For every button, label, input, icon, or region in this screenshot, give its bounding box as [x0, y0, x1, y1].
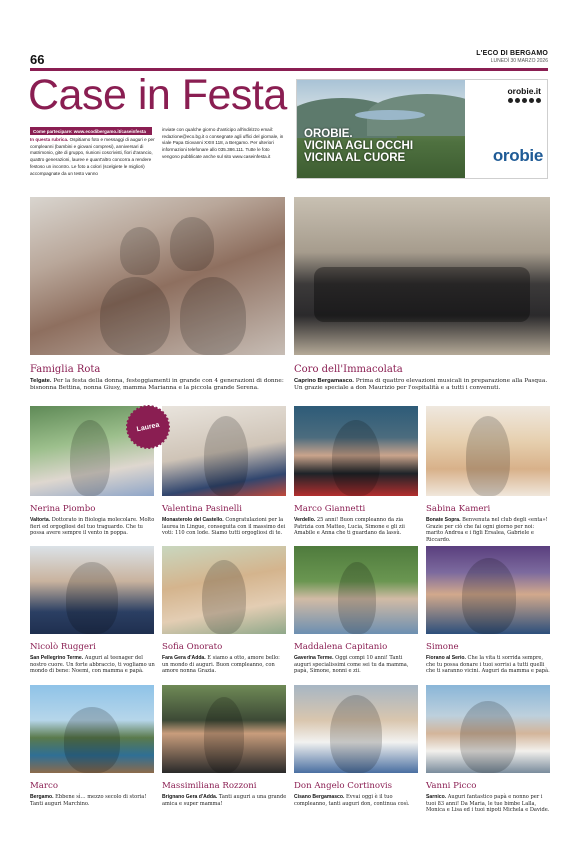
social-icon[interactable] — [529, 98, 534, 103]
person-silhouette — [460, 701, 516, 773]
intro-column-2: inviate con qualche giorno d'anticipo all'indirizzo email: redazione@eco.bg.it o consegnate agli uffici del giornale, in viale Papa Giovanni XXIII 118, a Bergamo. Per ulteriori informazioni telefonare allo 035.386.111. Tutte le foto vengono pubblicate anche sul sito www.caseinfesta.it — [162, 127, 284, 159]
ad-landscape-photo — [297, 80, 465, 179]
entry-text — [426, 655, 552, 675]
photo-angelo-cortinovis — [294, 685, 418, 773]
entry-text — [30, 378, 288, 393]
entry-name: Marco Giannetti — [294, 504, 366, 514]
photo-sofia-onorato — [162, 546, 286, 634]
section-title: Case in Festa — [28, 71, 287, 119]
entry-name: Nerina Piombo — [30, 504, 96, 514]
intro-column-1 — [30, 137, 156, 177]
person-silhouette — [66, 562, 118, 634]
entry-location: Verdello. — [294, 517, 316, 523]
ad-brand-logo: orobie — [492, 146, 543, 165]
social-icon[interactable] — [522, 98, 527, 103]
photo-sabina-kameri — [426, 406, 550, 496]
entry-text — [294, 794, 420, 807]
laurea-badge: Laurea — [125, 404, 170, 449]
choir-group — [314, 267, 530, 322]
person-silhouette — [204, 697, 244, 773]
person-silhouette — [332, 420, 380, 496]
entry-text — [30, 794, 156, 807]
person-silhouette — [204, 416, 248, 496]
entry-message: E siamo a otto, amore bello: un mondo di auguri. Buon compleanno, con amore nonna Grazia. — [162, 655, 280, 675]
entry-text — [294, 517, 420, 537]
entry-name: Sofia Onorato — [162, 642, 223, 652]
entry-message: Ebbene sì… mezzo secolo di storia! Tanti auguri Marchino. — [30, 794, 147, 807]
photo-vanni-picco — [426, 685, 550, 773]
intro-lead: In questa rubrica. — [30, 137, 69, 142]
entry-name: Coro dell'Immacolata — [294, 364, 403, 375]
ad-website[interactable]: orobie.it — [507, 86, 541, 96]
entry-name: Maddalena Capitanio — [294, 642, 388, 652]
person-silhouette — [202, 560, 246, 634]
photo-valentina-pasinelli — [162, 406, 286, 496]
entry-text — [162, 517, 288, 537]
social-icon[interactable] — [515, 98, 520, 103]
intro-text-1: Ospitiamo foto e messaggi di auguri e per compleanni (bambini e giovani compresi), anniversari di matrimonio, gite di gruppo, riunioni coscrivisti, fiori d'arancio, quattro generazioni, lauree e quant'altro concorra a rendere festoso un incontro. Le foto a colori (scelgiete le migliori) accompagnate da un testo vanno — [30, 137, 155, 176]
page-number: 66 — [30, 52, 45, 67]
entry-text — [30, 655, 156, 675]
person-silhouette — [180, 277, 246, 355]
intro-bar: Come partecipare: www.ecodibergamo.it/caseinfesta — [30, 127, 152, 135]
entry-message: Dottorato in Biologia molecolare. Molto fieri ed orgogliosi del tuo traguardo. Che tu possa avere sempre il vento in poppa. — [30, 517, 155, 537]
person-silhouette — [170, 217, 214, 271]
photo-coro-immacolata — [294, 197, 550, 355]
person-silhouette — [120, 227, 160, 275]
entry-location: Brignano Gera d'Adda. — [162, 794, 218, 800]
photo-marco — [30, 685, 154, 773]
entry-message: Auguri al teenager del nostro cuore. Un forte abbraccio, ti vogliamo un mondo di bene: Noemi, con mamma e papà. — [30, 655, 155, 675]
entry-name: Famiglia Rota — [30, 364, 101, 375]
entry-location: Monasterolo del Castello. — [162, 517, 224, 523]
entry-location: Bergamo. — [30, 794, 54, 800]
person-silhouette — [70, 420, 110, 496]
ad-slogan-line: VICINA AL CUORE — [304, 152, 406, 164]
entry-location: Gaverina Terme. — [294, 655, 334, 661]
newspaper-name: L'ECO DI BERGAMO — [476, 50, 548, 57]
entry-name: Nicolò Ruggeri — [30, 642, 96, 652]
photo-simone — [426, 546, 550, 634]
entry-text — [30, 517, 156, 537]
entry-location: Caprino Bergamasco. — [294, 378, 354, 384]
entry-location: Fara Gera d'Adda. — [162, 655, 206, 661]
ad-slogan-line: VICINA AGLI OCCHI — [304, 140, 414, 152]
ad-lake — [355, 110, 425, 120]
ad-slogan — [304, 128, 413, 164]
entry-text — [294, 655, 420, 675]
entry-name: Massimiliana Rozzoni — [162, 781, 257, 791]
person-silhouette — [338, 562, 376, 634]
entry-name: Sabina Kameri — [426, 504, 491, 514]
social-icon[interactable] — [508, 98, 513, 103]
ad-social-icons — [508, 98, 541, 103]
person-silhouette — [100, 277, 170, 355]
orobie-advertisement[interactable] — [296, 79, 548, 179]
entry-text — [426, 517, 552, 544]
ad-slogan-line: OROBIE. — [304, 128, 353, 140]
ad-brand-panel — [465, 80, 548, 179]
entry-text — [426, 794, 552, 814]
person-silhouette — [462, 558, 516, 634]
entry-location: Bonate Sopra. — [426, 517, 461, 523]
masthead — [476, 50, 548, 64]
entry-message: Auguri fantastico papà e nonno per i tuoi 83 anni! Da Maria, le tue bimbe Lalla, Monica e Lisa ed i tuoi nipoti Michela e Davide. — [426, 794, 550, 814]
photo-nicolo-ruggeri — [30, 546, 154, 634]
entry-location: Fiorano al Serio. — [426, 655, 466, 661]
entry-name: Valentina Pasinelli — [162, 504, 243, 514]
entry-message: Benvenuta nel club degli «enta»! Grazie per ciò che fai ogni giorno per noi: marito Andrea e i figli Ersalea, Gabriele e Riccardo. — [426, 517, 548, 544]
entry-text — [162, 655, 288, 675]
entry-message: Che la vita ti sorrida sempre, che tu possa donare i tuoi sorrisi a tutti quelli che ti saranno vicini. Auguri da mamma e papà. — [426, 655, 550, 675]
photo-massimiliana-rozzoni — [162, 685, 286, 773]
entry-location: Valtorta. — [30, 517, 51, 523]
entry-message: Oggi compi 10 anni! Tanti auguri specialissimi come sei tu da mamma, papà, Simone, nonni e zii. — [294, 655, 409, 675]
entry-location: Sarnico. — [426, 794, 447, 800]
issue-date: LUNEDÌ 30 MARZO 2026 — [490, 58, 548, 64]
person-silhouette — [466, 416, 510, 496]
photo-marco-giannetti — [294, 406, 418, 496]
photo-maddalena-capitanio — [294, 546, 418, 634]
entry-location: Cisano Bergamasco. — [294, 794, 345, 800]
entry-message: Tanti auguri a una grande amica e super mamma! — [162, 794, 287, 807]
entry-text — [294, 378, 552, 393]
person-silhouette — [64, 707, 120, 773]
entry-message: 25 anni! Buon compleanno da zia Patrizia con Matteo, Lucia, Simone e gli zii Amabile e Anna che ti guardano da lassù. — [294, 517, 405, 537]
person-silhouette — [330, 695, 382, 773]
entry-message: Prima di quattro elevazioni musicali in preparazione alla Pasqua. Un grazie speciale a don Maurizio per l'ospitalità e a tutti i convenuti. — [294, 378, 548, 392]
social-icon[interactable] — [536, 98, 541, 103]
entry-message: Congratulazioni per la laurea in Lingue, conseguita con il massimo dei voti: 110 con lode. Siamo tutti orgogliosi di te. — [162, 517, 286, 537]
entry-name: Vanni Picco — [426, 781, 477, 791]
photo-famiglia-rota — [30, 197, 285, 355]
entry-name: Marco — [30, 781, 59, 791]
entry-message: Per la festa della donna, festeggiamenti in grande con 4 generazioni di donne: bisnonna Bettina, nonna Giusy, mamma Marianna e la piccola grande Serena. — [30, 378, 284, 392]
entry-text — [162, 794, 288, 807]
entry-name: Simone — [426, 642, 459, 652]
entry-location: San Pellegrino Terme. — [30, 655, 84, 661]
entry-message: Evvai oggi è il tuo compleanno, tanti auguri don, continua così. — [294, 794, 410, 807]
entry-location: Telgate. — [30, 378, 52, 384]
entry-name: Don Angelo Cortinovis — [294, 781, 393, 791]
